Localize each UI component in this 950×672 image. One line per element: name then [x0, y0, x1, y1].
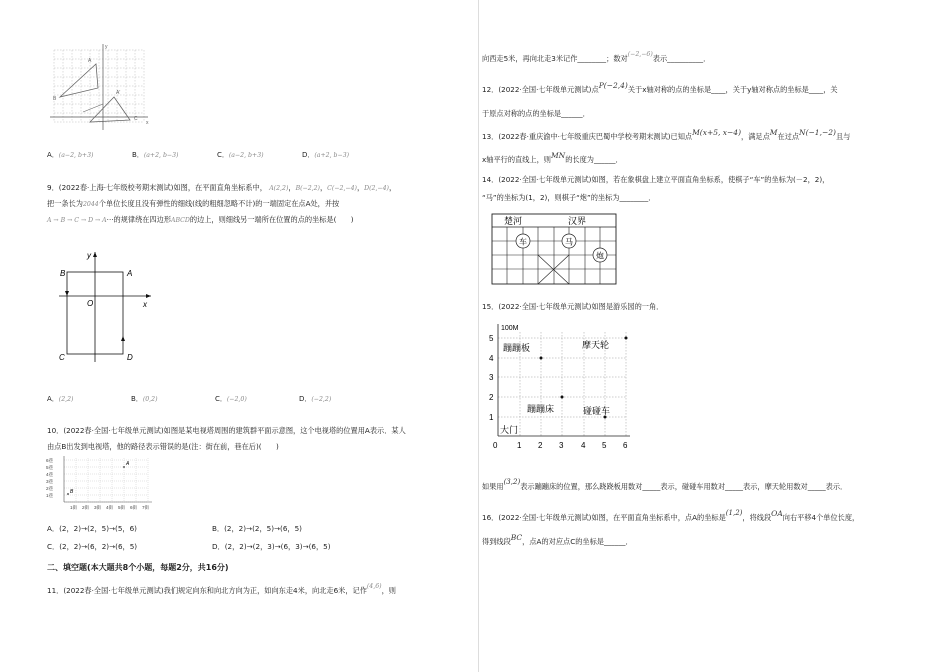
q10-figure [44, 454, 154, 512]
q10-row-1: 1巷 [46, 493, 54, 498]
q8-option-c[interactable]: C．(a−2, b+3) [217, 151, 264, 159]
q10-col-4: 4街 [106, 505, 114, 510]
q16-line1: 16．(2022·全国·七年级单元测试)如图，在平面直角坐标系中，点A的坐标是(1,2)，将线段OA向右平移4个单位长度， [482, 509, 860, 522]
q10-label-a: A [126, 461, 130, 467]
q9-option-d[interactable]: D．(−2,2) [299, 395, 332, 403]
q9-label-x: x [143, 300, 147, 309]
q9-line3: A → B → C → D → A···的规律绕在四边形ABCD的边上，则细线另一端所在位置的点的坐标是( ) [47, 215, 354, 224]
q10-col-7: 7街 [142, 505, 150, 510]
svg-text:C: C [134, 116, 138, 122]
q14-river-right: 汉界 [568, 216, 587, 226]
q12-line2: 于原点对称的点的坐标是______． [482, 109, 590, 118]
q14-piece-pao-label: 炮 [596, 251, 604, 261]
q10-line2: 由点B出发到电视塔，他的路径表示错误的是(注：街在前，巷在后)( ) [47, 442, 279, 451]
q13-line2: x轴平行的直线上，则MN的长度为______． [482, 151, 623, 164]
q10-col-3: 3街 [94, 505, 102, 510]
section-fill-in-title: 二、填空题(本大题共8个小题，每题2分，共16分) [47, 563, 229, 572]
q12-line1: 12．(2022·全国·七年级单元测试)点P(−2,4)关于x轴对称的点的坐标是____，关于y轴对称点的坐标是____，关 [482, 81, 838, 94]
q10-row-4: 4巷 [46, 472, 54, 477]
svg-text:y: y [105, 44, 108, 50]
q15-line2: 如果用(3,2)表示蹦蹦床的位置，那么跷跷板用数对_____表示，碰碰车用数对_____表示，摩天轮用数对_____表示． [482, 478, 848, 491]
q15-place-motianlun: 摩天轮 [582, 340, 610, 350]
q9-option-a[interactable]: A．(2,2) [47, 395, 74, 403]
q15-place-damen: 大门 [500, 425, 519, 435]
q10-option-b[interactable]: B．(2，2)→(2，5)→(6，5) [212, 524, 302, 533]
q11-line2: 向西走5米，再向北走3米记作________；数对(−2,−6)表示__________． [482, 51, 711, 63]
q9-line1: 9．(2022春·上海·七年级校考期末测试)如图，在平面直角坐标系中， A(2,2)，B(−2,2)，C(−2,−4)，D(2,−4)， [47, 183, 397, 192]
q11-line1: 11．(2022春·全国·七年级单元测试)我们规定向东和向北方向为正，如向东走4米，向北走6米，记作(4,6)，则 [47, 583, 396, 595]
q13-line1: 13．(2022春·重庆渝中·七年级重庆巴蜀中学校考期末测试)已知点M(x+5, x−4)，满足点M在过点N(−1,−2)且与 [482, 128, 851, 141]
q9-label-o: O [87, 299, 94, 308]
q14-chessboard [490, 210, 620, 288]
q15-x-5: 5 [602, 441, 607, 450]
q10-row-3: 3巷 [46, 479, 54, 484]
q15-origin: 0 [493, 441, 498, 450]
q15-y-4: 4 [489, 354, 494, 363]
q10-col-5: 5街 [118, 505, 126, 510]
q9-option-c[interactable]: C．(−2,0) [215, 395, 247, 403]
svg-text:B: B [53, 96, 57, 102]
q10-option-d[interactable]: D．(2，2)→(2，3)→(6，3)→(6，5) [212, 542, 331, 551]
q10-option-c[interactable]: C．(2，2)→(6，2)→(6，5) [47, 542, 138, 551]
q15-x-1: 1 [517, 441, 522, 450]
q15-y-1: 1 [489, 413, 494, 422]
q8-options [47, 150, 387, 160]
q9-label-a: A [127, 269, 133, 278]
q9-label-y: y [87, 251, 91, 260]
q8-option-b[interactable]: B．(a+2, b−3) [132, 151, 179, 159]
q15-x-3: 3 [559, 441, 564, 450]
q10-option-a[interactable]: A．(2，2)→(2，5)→(5，6) [47, 524, 137, 533]
q15-x-6: 6 [623, 441, 628, 450]
q15-y-3: 3 [489, 373, 494, 382]
q15-y-2: 2 [489, 393, 494, 402]
q9-option-b[interactable]: B．(0,2) [131, 395, 158, 403]
q15-place-pengpengche: 碰碰车 [583, 406, 611, 416]
q15-x-4: 4 [581, 441, 586, 450]
q15-figure [484, 320, 634, 456]
q14-line2: “马”的坐标为(1，2)，则棋子“炮”的坐标为________． [482, 193, 656, 202]
right-column [478, 0, 950, 672]
q10-col-2: 2街 [82, 505, 90, 510]
q10-row-6: 6巷 [46, 458, 54, 463]
q10-line1: 10．(2022春·全国·七年级单元测试)如图是某电视塔周围的建筑群平面示意图，这个电视塔的位置用A表示．某人 [47, 426, 406, 435]
q15-place-bengbengchuang: 蹦蹦床 [527, 404, 555, 414]
q10-col-1: 1街 [70, 505, 78, 510]
q9-label-c: C [59, 353, 65, 362]
q10-row-5: 5巷 [46, 465, 54, 470]
q10-row-2: 2巷 [46, 486, 54, 491]
q9-label-d: D [127, 353, 133, 362]
q14-line1: 14．(2022·全国·七年级单元测试)如图，若在象棋盘上建立平面直角坐标系，使棋子“车”的坐标为(－2，2)， [482, 175, 830, 184]
q15-y-5: 5 [489, 334, 494, 343]
q9-options [47, 394, 383, 404]
q8-option-a[interactable]: A．(a−2, b+3) [47, 151, 94, 159]
q15-place-qiaoqiaoban: 蹦蹦板 [503, 343, 531, 353]
svg-text:A: A [88, 58, 92, 64]
q8-figure [48, 42, 152, 134]
q15-unit: 100M [501, 325, 519, 332]
q9-label-b: B [60, 269, 66, 278]
q14-river-left: 楚河 [504, 216, 523, 226]
q10-col-6: 6街 [130, 505, 138, 510]
svg-text:x: x [146, 120, 149, 126]
q9-figure [55, 248, 155, 366]
q9-line2: 把一条长为2044个单位长度且没有弹性的细线(线的粗细忽略不计)的一端固定在点A处，并按 [47, 199, 340, 208]
q14-piece-ma-label: 马 [565, 237, 573, 247]
q15-line1: 15．(2022·全国·七年级单元测试)如图是游乐园的一角． [482, 302, 664, 311]
svg-text:A': A' [116, 90, 121, 96]
q16-line2: 得到线段BC，点A的对应点C的坐标是______． [482, 533, 633, 546]
q14-piece-che-label: 车 [519, 237, 527, 247]
q8-option-d[interactable]: D．(a+2, b−3) [302, 151, 350, 159]
q15-x-2: 2 [538, 441, 543, 450]
q10-label-b: B [70, 489, 74, 495]
